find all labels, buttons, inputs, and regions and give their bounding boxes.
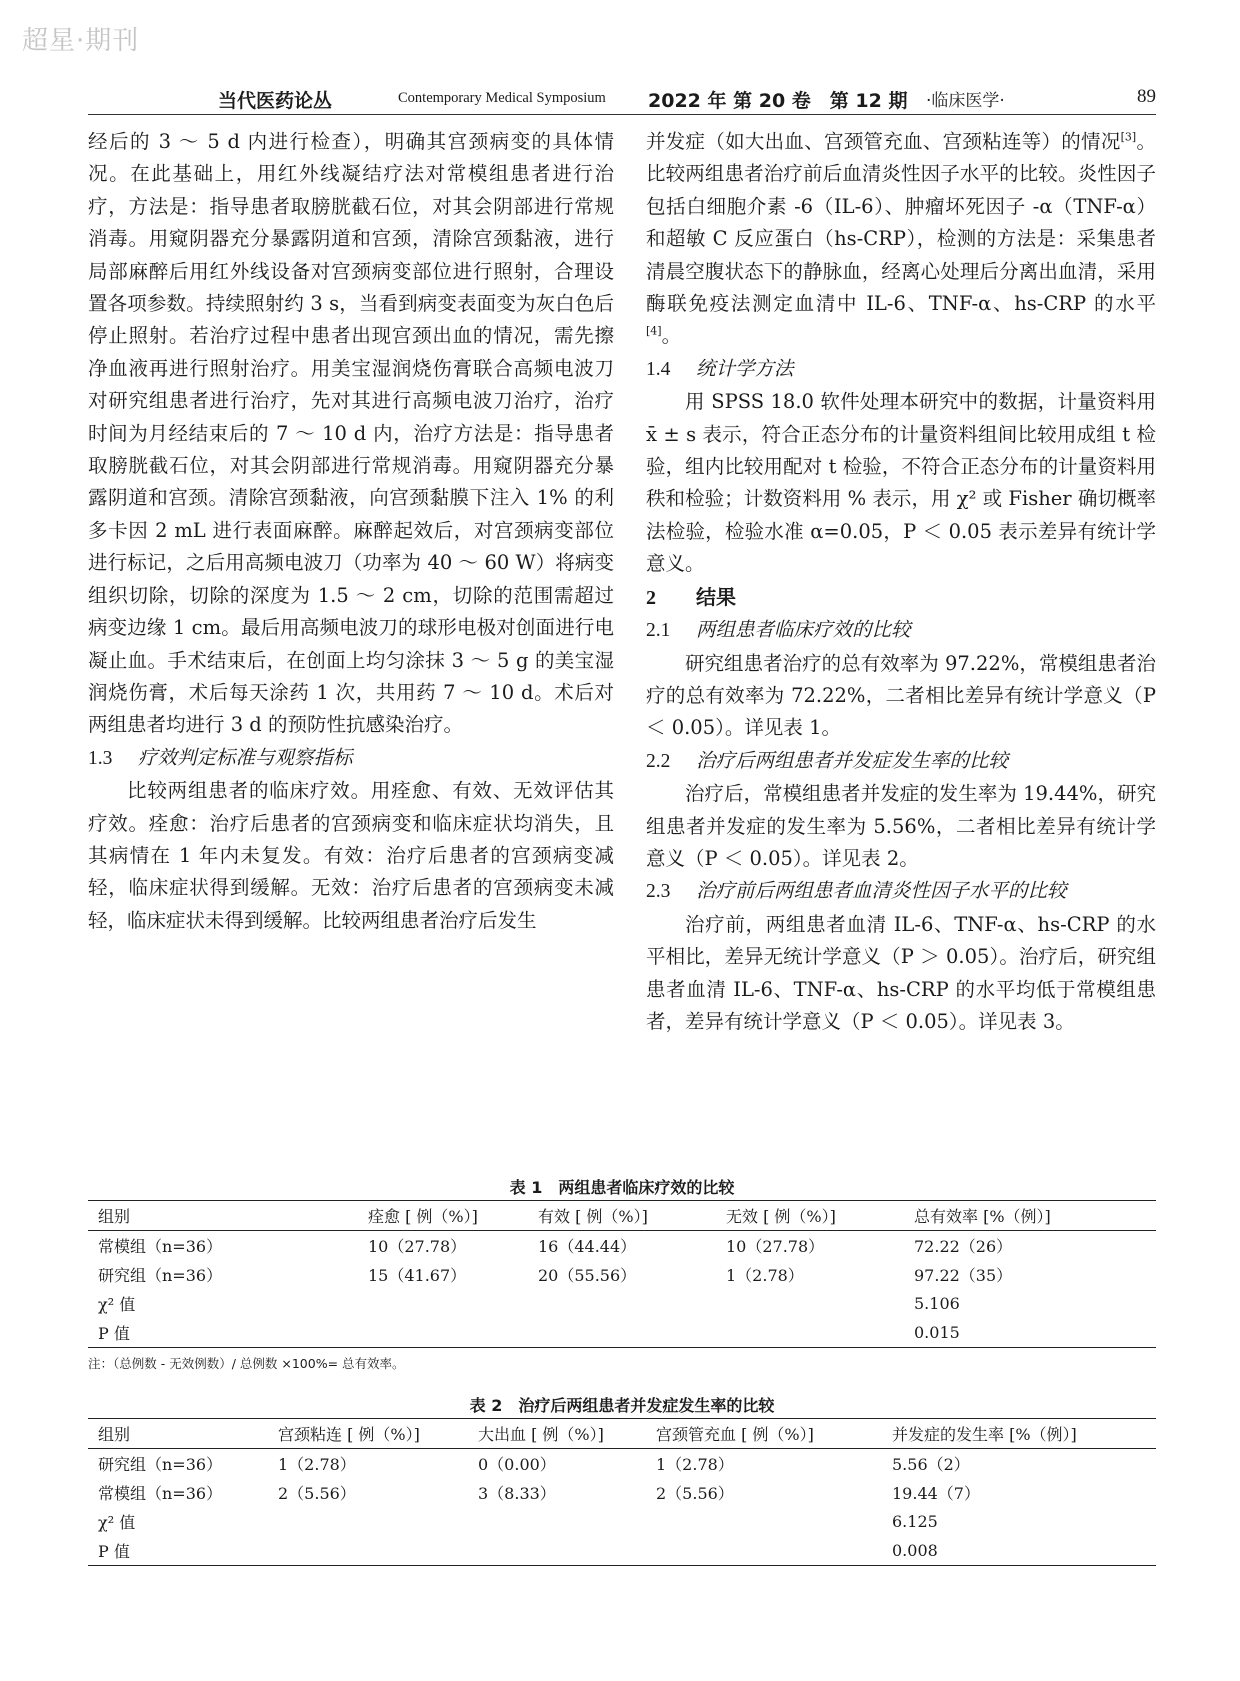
data-table [88, 1418, 1156, 1566]
table-cell: 1（2.78） [656, 1455, 734, 1474]
citation: [3] [1120, 130, 1137, 144]
paragraph: 研究组患者治疗的总有效率为 97.22%，常模组患者治疗的总有效率为 72.22%，二者相比差异有统计学意义（P ＜ 0.05）。详见表 1。 [646, 651, 1156, 740]
column-header: 痊愈 [ 例（%）] [368, 1207, 478, 1226]
table-cell: 常模组（n=36） [98, 1237, 223, 1256]
subsection-heading [646, 875, 1156, 908]
table-cell: 0.008 [892, 1541, 938, 1560]
section-number: 1.3 [88, 747, 113, 769]
right-column [646, 126, 1156, 1038]
table-row [88, 1536, 1156, 1566]
table-cell [358, 1289, 528, 1318]
column-header: 组别 [98, 1425, 131, 1444]
table-row [88, 1318, 1156, 1348]
paragraph: 用 SPSS 18.0 软件处理本研究中的数据，计量资料用 x̄ ± s 表示，符合正态分布的计量资料组间比较用成组 t 检验，组内比较用配对 t 检验，不符合正态分布的计量资料用秩和检验；计数资料用 % 表示，用 χ² 或 Fisher 确切概率法检验，检验水准 α=0.05，P ＜ 0.05 表示差异有统计学意义。 [646, 390, 1156, 576]
table-cell: P 值 [98, 1542, 130, 1561]
issue-info: 2022 年 第 20 卷 第 12 期 [648, 90, 908, 112]
table-cell: 研究组（n=36） [98, 1266, 223, 1285]
section-title: 结果 [696, 584, 736, 609]
section-number: 2.1 [646, 620, 671, 642]
table-cell: 研究组（n=36） [98, 1455, 223, 1474]
section-heading [646, 581, 1156, 614]
column-header: 无效 [ 例（%）] [726, 1207, 836, 1226]
table-row [88, 1260, 1156, 1289]
section-title: 治疗后两组患者并发症发生率的比较 [696, 748, 1009, 772]
watermark-logo: 超星·期刊 [22, 26, 140, 56]
table-row [88, 1478, 1156, 1507]
table-cell: 72.22（26） [914, 1237, 1013, 1256]
table-cell: χ² 值 [98, 1295, 136, 1314]
table-note: 注：（总例数 - 无效例数）/ 总例数 ×100%= 总有效率。 [88, 1356, 405, 1371]
table-cell [468, 1507, 646, 1536]
table-cell: 2（5.56） [656, 1484, 734, 1503]
table-cell: 15（41.67） [368, 1266, 467, 1285]
table-caption: 表 1 两组患者临床疗效的比较 [509, 1178, 735, 1197]
journal-title-en: Contemporary Medical Symposium [398, 90, 606, 106]
table-cell: 5.56（2） [892, 1455, 970, 1474]
subsection-heading [646, 353, 1156, 386]
table-cell: 10（27.78） [726, 1237, 825, 1256]
paragraph: 治疗后，常模组患者并发症的发生率为 19.44%，研究组患者并发症的发生率为 5.56%，二者相比差异有统计学意义（P ＜ 0.05）。详见表 2。 [646, 782, 1156, 870]
journal-title: 当代医药论丛 [218, 90, 333, 112]
table-cell: 20（55.56） [538, 1266, 637, 1285]
subsection-heading [646, 745, 1156, 778]
table-cell: 16（44.44） [538, 1237, 637, 1256]
section-number: 2 [646, 586, 656, 609]
table-header-row [88, 1201, 1156, 1231]
table-cell: 5.106 [914, 1294, 960, 1313]
column-header: 总有效率 [%（例）] [914, 1207, 1051, 1226]
table-row [88, 1231, 1156, 1261]
section-number: 2.3 [646, 881, 671, 903]
section-title: 两组患者临床疗效的比较 [696, 618, 911, 642]
table-header-row [88, 1419, 1156, 1449]
column-header: 组别 [98, 1207, 131, 1226]
section-label: ·临床医学· [926, 91, 1005, 111]
column-header: 宫颈管充血 [ 例（%）] [656, 1425, 814, 1444]
data-table [88, 1200, 1156, 1348]
table-cell: 97.22（35） [914, 1266, 1013, 1285]
section-title: 疗效判定标准与观察指标 [138, 745, 353, 769]
table-cell: 1（2.78） [278, 1455, 356, 1474]
table-row [88, 1507, 1156, 1536]
table-cell [528, 1318, 716, 1348]
column-header: 大出血 [ 例（%）] [478, 1425, 604, 1444]
table-cell: χ² 值 [98, 1513, 136, 1532]
table-cell [716, 1318, 904, 1348]
subsection-heading [646, 614, 1156, 647]
table-cell: 2（5.56） [278, 1484, 356, 1503]
table-cell [268, 1536, 468, 1566]
table-caption: 表 2 治疗后两组患者并发症发生率的比较 [469, 1396, 775, 1415]
page-number: 89 [1137, 86, 1156, 107]
table-cell: 0.015 [914, 1323, 960, 1342]
table-cell: 0（0.00） [478, 1455, 556, 1474]
column-header: 宫颈粘连 [ 例（%）] [278, 1425, 420, 1444]
table-row [88, 1289, 1156, 1318]
paragraph: 并发症（如大出血、宫颈管充血、宫颈粘连等）的情况[3]。比较两组患者治疗前后血清炎性因子水平的比较。炎性因子包括白细胞介素 -6（IL-6）、肿瘤坏死因子 -α（TNF-α）和超敏 C 反应蛋白（hs-CRP），检测的方法是：采集患者清晨空腹状态下的静脉血，经离心处理后分离出血清，采用酶联免疫法测定血清中 IL-6、TNF-α、hs-CRP 的水平[4]。 [646, 130, 1156, 348]
paragraph: 经后的 3 ～ 5 d 内进行检查），明确其宫颈病变的具体情况。在此基础上，用红外线凝结疗法对常模组患者进行治疗，方法是：指导患者取膀胱截石位，对其会阴部进行常规消毒。用窥阴器充分暴露阴道和宫颈，清除宫颈黏液，进行局部麻醉后用红外线设备对宫颈病变部位进行照射，合理设置各项参数。持续照射约 3 s，当看到病变表面变为灰白色后停止照射。若治疗过程中患者出现宫颈出血的情况，需先擦净血液再进行照射治疗。用美宝湿润烧伤膏联合高频电波刀对研究组患者进行治疗，先对其进行高频电波刀治疗，治疗时间为月经结束后的 7 ～ 10 d 内，治疗方法是：指导患者取膀胱截石位，对其会阴部进行常规消毒。用窥阴器充分暴露阴道和宫颈。清除宫颈黏液，向宫颈黏膜下注入 1% 的利多卡因 2 mL 进行表面麻醉。麻醉起效后，对宫颈病变部位进行标记，之后用高频电波刀（功率为 40 ～ 60 W）将病变组织切除，切除的深度为 1.5 ～ 2 cm，切除的范围需超过病变边缘 1 cm。最后用高频电波刀的球形电极对创面进行电凝止血。手术结束后，在创面上均匀涂抹 3 ～ 5 g 的美宝湿润烧伤膏，术后每天涂药 1 次，共用药 7 ～ 10 d。术后对两组患者均进行 3 d 的预防性抗感染治疗。 [88, 130, 614, 737]
paragraph: 比较两组患者的临床疗效。用痊愈、有效、无效评估其疗效。痊愈：治疗后患者的宫颈病变和临床症状均消失，且其病情在 1 年内未复发。有效：治疗后患者的宫颈病变减轻，临床症状得到缓解。无效：治疗后患者的宫颈病变未减轻，临床症状未得到缓解。比较两组患者治疗后发生 [88, 779, 614, 932]
table-cell: 19.44（7） [892, 1484, 980, 1503]
table-cell: 10（27.78） [368, 1237, 467, 1256]
table-row [88, 1449, 1156, 1479]
table-2 [88, 1394, 1156, 1566]
section-number: 2.2 [646, 750, 671, 772]
left-column [88, 126, 614, 937]
subsection-heading [88, 742, 614, 775]
table-cell: 常模组（n=36） [98, 1484, 223, 1503]
citation: [4] [646, 324, 662, 338]
table-cell: 3（8.33） [478, 1484, 556, 1503]
column-header: 有效 [ 例（%）] [538, 1207, 648, 1226]
table-cell [646, 1507, 882, 1536]
section-title: 统计学方法 [696, 356, 794, 380]
column-header: 并发症的发生率 [%（例）] [892, 1425, 1077, 1444]
table-cell [268, 1507, 468, 1536]
table-cell: 1（2.78） [726, 1266, 804, 1285]
table-cell: 6.125 [892, 1512, 938, 1531]
section-number: 1.4 [646, 358, 671, 380]
table-cell [716, 1289, 904, 1318]
paragraph: 治疗前，两组患者血清 IL-6、TNF-α、hs-CRP 的水平相比，差异无统计学意义（P ＞ 0.05）。治疗后，研究组患者血清 IL-6、TNF-α、hs-CRP 的水平均低于常模组患者，差异有统计学意义（P ＜ 0.05）。详见表 3。 [646, 912, 1156, 1033]
table-cell: P 值 [98, 1324, 130, 1343]
table-cell [358, 1318, 528, 1348]
table-cell [468, 1536, 646, 1566]
section-title: 治疗前后两组患者血清炎性因子水平的比较 [696, 879, 1067, 903]
running-header [88, 84, 1156, 115]
table-cell [528, 1289, 716, 1318]
table-1 [88, 1176, 1156, 1372]
table-cell [646, 1536, 882, 1566]
